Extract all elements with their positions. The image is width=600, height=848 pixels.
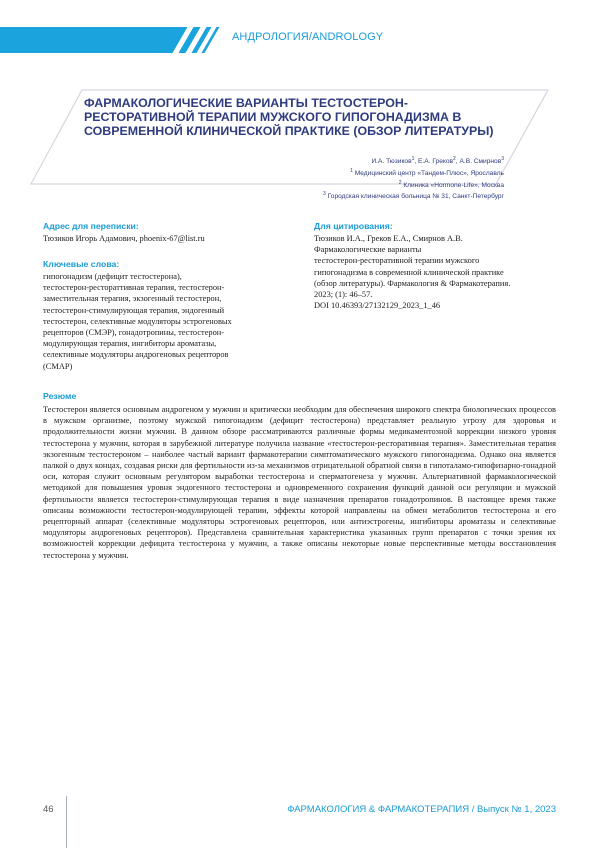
article-title: ФАРМАКОЛОГИЧЕСКИЕ ВАРИАНТЫ ТЕСТОСТЕРОН-РЕСТОРАТИВНОЙ ТЕРАПИИ МУЖСКОГО ГИПОГОНАДИЗМА В СОВРЕМЕННОЙ КЛИНИЧЕСКОЙ ПРАКТИКЕ (ОБЗОР ЛИТЕРАТУРЫ) <box>84 96 494 138</box>
author-name: А.В. Смирнов <box>459 158 502 166</box>
page-number: 46 <box>43 804 54 815</box>
abstract-text: Тестостерон является основным андрогеном у мужчин и критически необходим для обеспечения широкого спектра биологических процессов в мужском организме, поэтому мужской гипогонадизм (дефицит тестостерона) представляет реальную угрозу для здоровья и продолжительности жизни мужчин. В данном обзоре рассматриваются различные формы медикаментозной коррекции низкого уровня тестостерона у мужчин, которая в зарубежной литературе получила название «тестостерон-ресторативная терапия». Заместительная терапия экзогенным тестостероном – наиболее частый вариант фармакотерапии симптоматического мужского гипогонадизма. Однако она является палкой о двух концах, создавая риски для фертильности из-за механизмов отрицательной обратной связи в гипоталамо-гипофизарно-гонадной оси, которая служит основным регулятором выработки тестостерона и сперматогенеза у мужчин. Альтернативной фармакологической методикой для повышения уровня эндогенного тестостерона и одновременного сохранения функций данной оси регуляции и мужской фертильности является тестостерон-стимулирующая терапия в виде назначения препаратов гонадотропинов. В настоящее время также описаны возможности тестостерон-модулирующей терапии, эффекты которой направлены на обмен метаболитов тестостерона и его рецепторный аппарат (селективные модуляторы эстрогеновых рецепторов, или антиэстрогены, ингибиторы ароматазы и селективные модуляторы андрогеновых рецепторов). Представлена сравнительная характеристика указанных групп препаратов с точки зрения их возможностей коррекции дефицита тестостерона у мужчин, а также описаны некоторые новые перспективные методы восстановления тестостерона у мужчин. <box>43 405 556 560</box>
affiliation: $^3$ Городская клиническая больница № 31, Санкт-Петербург <box>323 191 504 201</box>
correspondence-text: Тюзиков Игорь Адамович, phoenix-67@list.ru <box>43 234 205 243</box>
affiliation: $^1$ Медицинский центр «Тандем-Плюс», Ярославль <box>350 167 504 177</box>
journal-footer: ФАРМАКОЛОГИЯ & ФАРМАКОТЕРАПИЯ / Выпуск № 1, 2023 <box>287 804 556 815</box>
keywords-label: Ключевые слова: <box>43 259 120 269</box>
citation-label: Для цитирования: <box>314 221 393 231</box>
footer-divider <box>66 796 67 848</box>
abstract-label: Резюме <box>43 391 77 401</box>
header-stripes <box>0 27 220 53</box>
correspondence-label: Адрес для переписки: <box>43 221 139 231</box>
citation-text: Тюзиков И.А., Греков Е.А., Смирнов А.В. Фармакологические варианты тестостерон-ресторативной терапии мужского гипогонадизма в современной клинической практике (обзор литературы). Фармакология & Фармакотерапия. 2023; (1): 46–57. DOI 10.46393/27132129_2023_1_46 <box>314 234 511 311</box>
affiliation: $^2$ Клиника «Hormone-Life», Москва <box>398 179 504 189</box>
author-list: И.А. Тюзиков$^1$, Е.А. Греков$^2$, А.В. Смирнов$^3$ <box>371 156 504 166</box>
author-block <box>323 155 504 202</box>
author-name: Е.А. Греков <box>418 158 454 166</box>
section-tag: АНДРОЛОГИЯ/ANDROLOGY <box>232 31 384 43</box>
author-name: И.А. Тюзиков <box>371 158 412 166</box>
keywords-text: гипогонадизм (дефицит тестостерона), тестостерон-рестораттивная терапия, тестостерон- заместительная терапия, экзогенный тестостерон, тестостерон-стимулирующая терапия, эндогенный тестостерон, селективные модуляторы эстрогеновых рецепторов (СМЭР), гонадотропины, тестостерон- модулирующая терапия, ингибиторы ароматазы, селективные модуляторы андрогеновых рецепторов (СМАР) <box>43 272 232 371</box>
